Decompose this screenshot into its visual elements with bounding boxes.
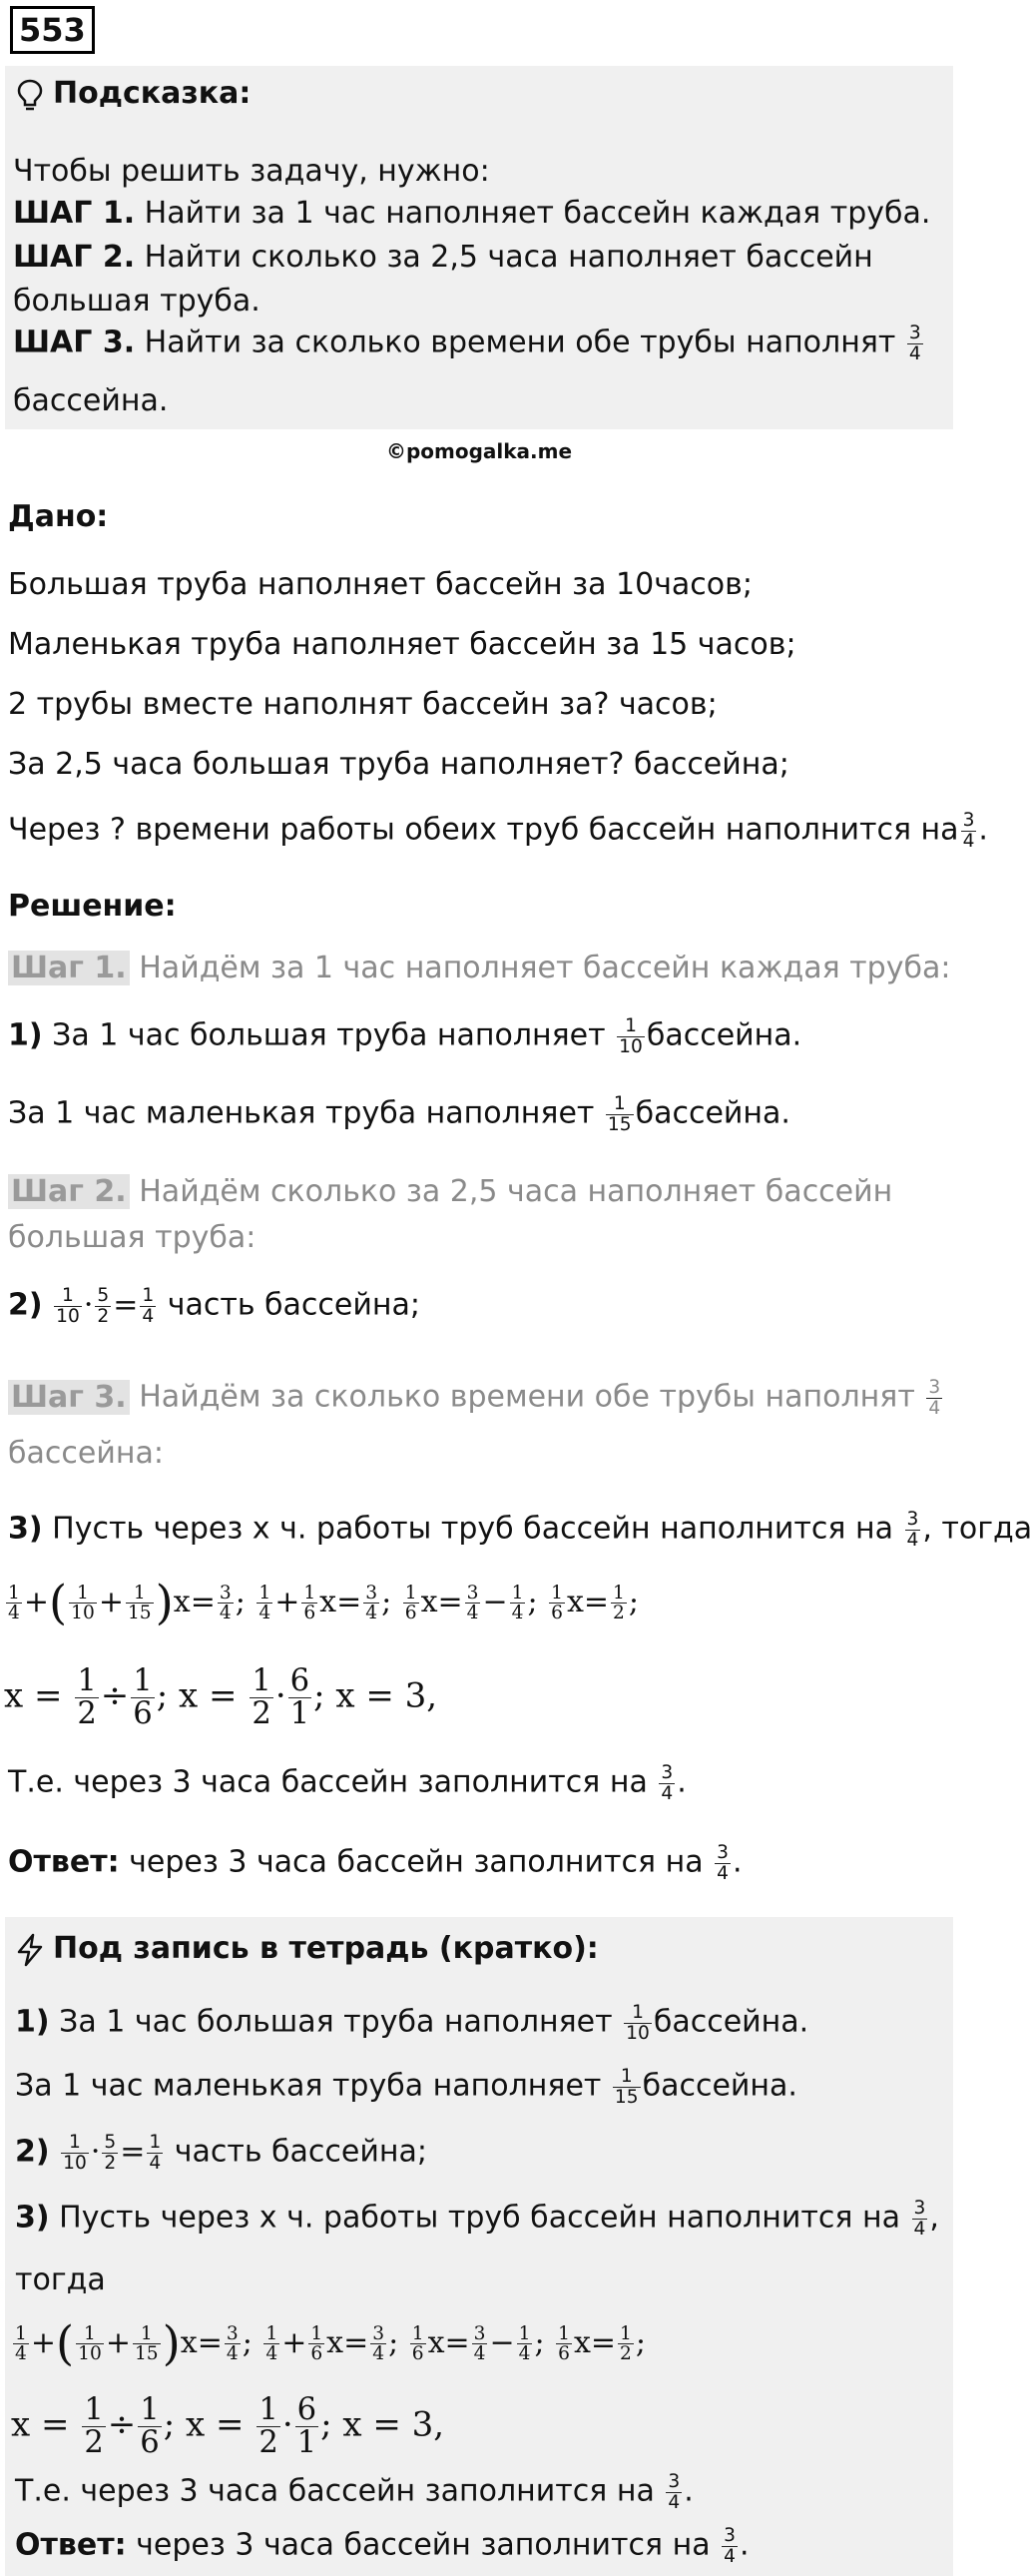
fraction: $\frac{1}{10}$ xyxy=(78,2322,102,2365)
fraction: $\frac{3}{4}$ xyxy=(365,1582,378,1624)
fraction: $\frac{1}{4}$ xyxy=(149,2132,162,2174)
fraction: $\frac{1}{15}$ xyxy=(614,2066,639,2108)
short-equation-1: $\frac{1}{4}$ +( $\frac{1}{10}$ + $\frac{1}{15}$ )x= $\frac{3}{4}$ ; $\frac{1}{4}$ + $\frac{1}{6}$ x= $\frac{3}{4}$ ; $\frac{1}{6}$ x= $\frac{3}{4}$ − $\frac{1}{4}$ ; $\frac{1}{6}$ x= $\frac{1}{2}$ ; xyxy=(15,2316,646,2370)
fraction: $\frac{1}{2}$ xyxy=(613,1582,625,1624)
answer: Ответ: через 3 часа бассейн заполнится на $\frac{3}{4}$ . xyxy=(8,1842,743,1884)
fraction: $\frac{5}{2}$ xyxy=(97,1285,110,1327)
fraction: $\frac{1}{10}$ xyxy=(56,1285,80,1327)
fraction: $\frac{1}{6}$ xyxy=(551,1582,563,1624)
step2-heading-cont: большая труба: xyxy=(8,1220,257,1255)
fraction: $\frac{5}{2}$ xyxy=(104,2132,117,2174)
hint-step-2-cont: большая труба. xyxy=(13,284,260,319)
given-line-2: Маленькая труба наполняет бассейн за 15 часов; xyxy=(8,627,796,662)
fraction: $\frac{3}{4}$ xyxy=(226,2322,239,2365)
fraction: $\frac{3}{4}$ xyxy=(466,1582,479,1624)
lightning-icon xyxy=(15,1933,45,1967)
fraction: $\frac{1}{15}$ xyxy=(607,1093,632,1135)
lightbulb-icon xyxy=(15,78,45,112)
fraction: $\frac{1}{4}$ xyxy=(265,2322,278,2365)
solution-line-1: 1) За 1 час большая труба наполняет $\frac{1}{10}$ бассейна. xyxy=(8,1015,802,1057)
fraction: $\frac{6}{1}$ xyxy=(289,1663,310,1732)
fraction: $\frac{3}{4}$ xyxy=(668,2471,681,2513)
hint-step-3-cont: бассейна. xyxy=(13,383,169,418)
fraction: $\frac{1}{15}$ xyxy=(134,2322,159,2365)
fraction: $\frac{1}{4}$ xyxy=(142,1285,155,1327)
fraction: $\frac{1}{15}$ xyxy=(127,1582,152,1624)
fraction: $\frac{1}{6}$ xyxy=(310,2322,323,2365)
fraction: $\frac{6}{1}$ xyxy=(296,2392,317,2461)
short-line-4-cont: тогда xyxy=(15,2262,106,2297)
fraction: $\frac{3}{4}$ xyxy=(928,1377,941,1419)
given-line-5: Через ? времени работы обеих труб бассейн наполнится на $\frac{3}{4}$ . xyxy=(8,810,988,852)
solution-line-4: 3) Пусть через x ч. работы труб бассейн наполнится на $\frac{3}{4}$ , тогда xyxy=(8,1509,1032,1551)
fraction: $\frac{1}{2}$ xyxy=(252,1663,271,1732)
step3-heading: Шаг 3. Найдём за сколько времени обе трубы наполнят $\frac{3}{4}$ xyxy=(8,1378,944,1418)
fraction: $\frac{1}{6}$ xyxy=(404,1582,417,1624)
fraction: $\frac{3}{4}$ xyxy=(219,1582,232,1624)
fraction: $\frac{1}{2}$ xyxy=(84,2392,104,2461)
hint-intro: Чтобы решить задачу, нужно: xyxy=(13,154,490,189)
fraction: $\frac{3}{4}$ xyxy=(372,2322,385,2365)
hint-title: Подсказка: xyxy=(53,76,252,111)
hint-title-row xyxy=(15,76,251,112)
fraction: $\frac{1}{4}$ xyxy=(258,1582,271,1624)
fraction: $\frac{1}{4}$ xyxy=(8,1582,20,1624)
fraction: $\frac{1}{6}$ xyxy=(303,1582,316,1624)
short-panel xyxy=(5,1917,953,2576)
fraction: $\frac{3}{4}$ xyxy=(908,322,921,364)
given-line-4: За 2,5 часа большая труба наполняет? бассейна; xyxy=(8,747,789,782)
step3-heading-cont: бассейна: xyxy=(8,1436,164,1471)
short-line-3: 2) $\frac{1}{10}$ · $\frac{5}{2}$ = $\frac{1}{4}$ часть бассейна; xyxy=(15,2132,427,2174)
step1-heading: Шаг 1. Найдём за 1 час наполняет бассейн каждая труба: xyxy=(8,951,950,986)
problem-number: 553 xyxy=(10,6,95,54)
fraction: $\frac{1}{6}$ xyxy=(140,2392,160,2461)
equation-line-2: x = $\frac{1}{2}$ ÷ $\frac{1}{6}$ ; x = $\frac{1}{2}$ · $\frac{6}{1}$ ; x = 3, xyxy=(4,1663,438,1732)
solution-line-2: За 1 час маленькая труба наполняет $\frac{1}{15}$ бассейна. xyxy=(8,1093,790,1135)
short-equation-2: x = $\frac{1}{2}$ ÷ $\frac{1}{6}$ ; x = $\frac{1}{2}$ · $\frac{6}{1}$ ; x = 3, xyxy=(11,2392,445,2461)
hint-step-2: ШАГ 2. Найти сколько за 2,5 часа наполняет бассейн xyxy=(13,240,873,275)
equation-line-1: $\frac{1}{4}$ +( $\frac{1}{10}$ + $\frac{1}{15}$ )x= $\frac{3}{4}$ ; $\frac{1}{4}$ + $\frac{1}{6}$ x= $\frac{3}{4}$ ; $\frac{1}{6}$ x= $\frac{3}{4}$ − $\frac{1}{4}$ ; $\frac{1}{6}$ x= $\frac{1}{2}$ ; xyxy=(8,1576,639,1629)
fraction: $\frac{1}{10}$ xyxy=(619,1015,643,1057)
fraction: $\frac{3}{4}$ xyxy=(473,2322,486,2365)
fraction: $\frac{1}{2}$ xyxy=(258,2392,278,2461)
hint-panel xyxy=(5,66,953,429)
fraction: $\frac{1}{6}$ xyxy=(558,2322,570,2365)
solution-title: Решение: xyxy=(8,889,177,924)
watermark: ©pomogalka.me xyxy=(385,439,573,463)
conclusion: Т.е. через 3 часа бассейн заполнится на $\frac{3}{4}$ . xyxy=(8,1762,687,1804)
fraction: $\frac{3}{4}$ xyxy=(962,810,975,852)
short-line-1: 1) За 1 час большая труба наполняет $\frac{1}{10}$ бассейна. xyxy=(15,2002,809,2044)
hint-step-3: ШАГ 3. Найти за сколько времени обе трубы наполнят $\frac{3}{4}$ xyxy=(13,322,921,364)
fraction: $\frac{1}{4}$ xyxy=(518,2322,531,2365)
fraction: $\frac{1}{6}$ xyxy=(411,2322,424,2365)
fraction: $\frac{3}{4}$ xyxy=(717,1842,729,1884)
fraction: $\frac{1}{10}$ xyxy=(71,1582,95,1624)
solution-line-3: 2) $\frac{1}{10}$ · $\frac{5}{2}$ = $\frac{1}{4}$ часть бассейна; xyxy=(8,1285,420,1327)
fraction: $\frac{3}{4}$ xyxy=(906,1509,919,1551)
fraction: $\frac{1}{2}$ xyxy=(77,1663,97,1732)
given-title: Дано: xyxy=(8,499,109,534)
fraction: $\frac{1}{4}$ xyxy=(15,2322,27,2365)
fraction: $\frac{1}{10}$ xyxy=(63,2132,87,2174)
fraction: $\frac{1}{10}$ xyxy=(626,2002,650,2044)
short-answer: Ответ: через 3 часа бассейн заполнится на $\frac{3}{4}$ . xyxy=(15,2525,750,2567)
short-line-4: 3) Пусть через x ч. работы труб бассейн наполнится на $\frac{3}{4}$ , xyxy=(15,2198,939,2240)
short-conclusion: Т.е. через 3 часа бассейн заполнится на $\frac{3}{4}$ . xyxy=(15,2471,694,2513)
fraction: $\frac{3}{4}$ xyxy=(661,1762,674,1804)
fraction: $\frac{1}{2}$ xyxy=(620,2322,632,2365)
step2-heading: Шаг 2. Найдём сколько за 2,5 часа наполняет бассейн xyxy=(8,1174,892,1210)
short-title-row: Под запись в тетрадь (кратко): xyxy=(15,1931,599,1967)
short-line-2: За 1 час маленькая труба наполняет $\frac{1}{15}$ бассейна. xyxy=(15,2066,797,2108)
fraction: $\frac{3}{4}$ xyxy=(913,2198,926,2240)
given-line-1: Большая труба наполняет бассейн за 10часов; xyxy=(8,567,753,602)
given-line-3: 2 трубы вместе наполнят бассейн за? часов; xyxy=(8,687,718,722)
fraction: $\frac{3}{4}$ xyxy=(724,2525,736,2567)
hint-step-1: ШАГ 1. Найти за 1 час наполняет бассейн каждая труба. xyxy=(13,196,931,231)
fraction: $\frac{1}{4}$ xyxy=(511,1582,524,1624)
fraction: $\frac{1}{6}$ xyxy=(133,1663,153,1732)
